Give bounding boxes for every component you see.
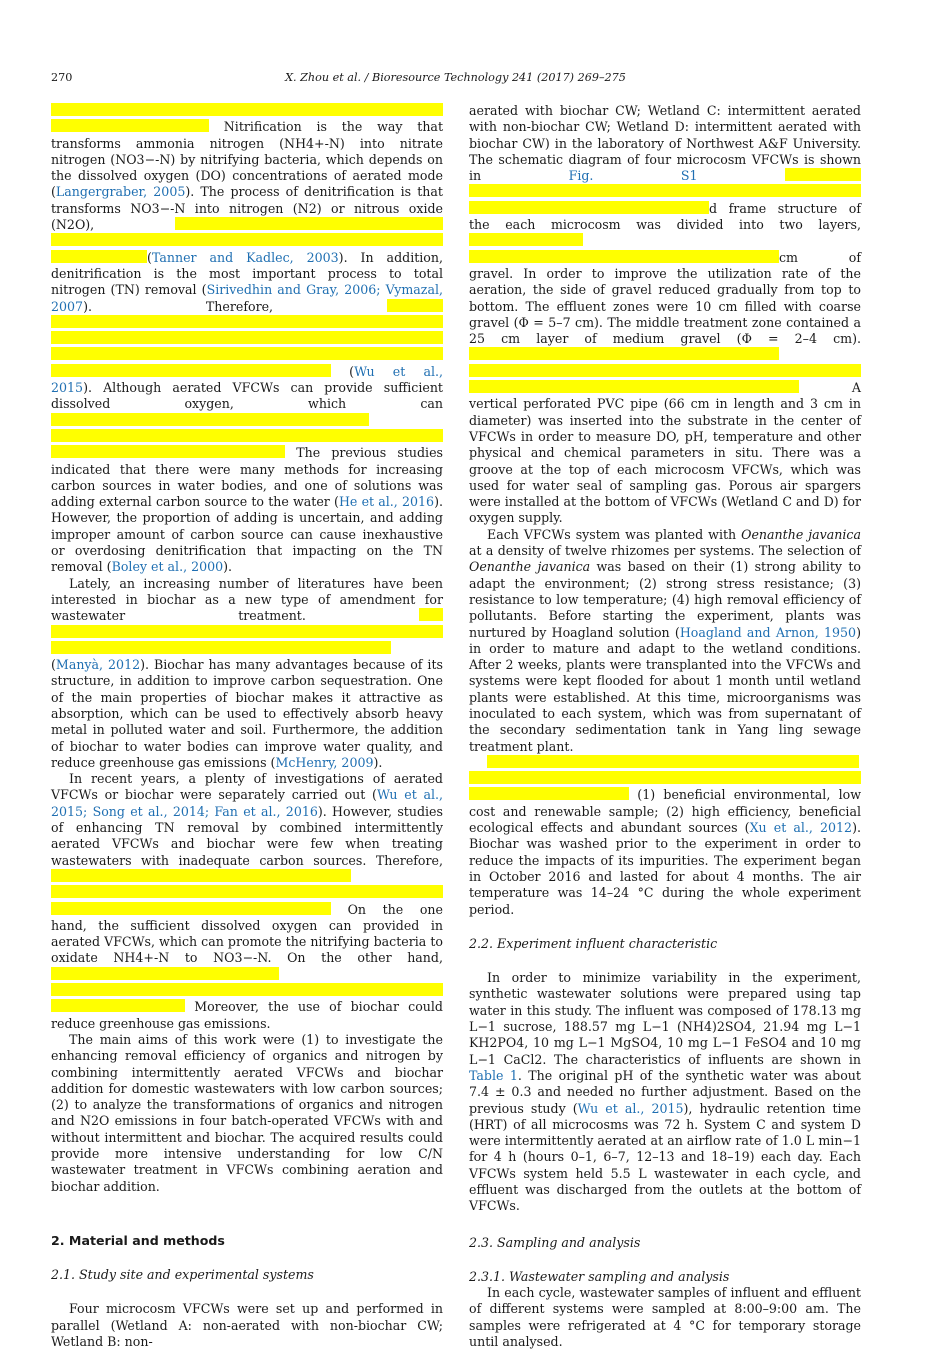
citation-link[interactable]: Manyà, 2012 [55, 657, 141, 673]
paragraph: In order to minimize variability in the experiment, synthetic wastewater solutions were prepared using tap water in this study. The influent was composed of 178.13 mg L−1 sucrose, 188.57 mg L−1 (NH4)2SO4, 21.94 mg L−1 KH2PO4, 10 mg L−1 MgSO4, 10 mg L−1 FeSO4 and 10 mg L−1 CaCl2. The characteristics of influents are shown in Table 1. The original pH of the synthetic water was about 7.4 ± 0.3 and needed no further adjustment. Based on the previous study (Wu et al., 2015), hydraulic retention time (HRT) of all microcosms was 72 h. System C and system D were intermittently aerated at an airflow rate of 1.0 L min−1 for 4 h (hours 0–1, 6–7, 12–13 and 18–19) each day. Each VFCWs system held 5.5 L wastewater in each cycle, and effluent was discharged from the outlets at the bottom of VFCWs. [469, 970, 861, 1214]
running-head: X. Zhou et al. / Bioresource Technology 241 (2017) 269–275 [285, 71, 626, 84]
page-number: 270 [51, 71, 73, 84]
paragraph: In each cycle, wastewater samples of influent and effluent of different systems were sampled at 8:00–9:00 am. The samples were refrigerated at 4 °C for temporary storage until analysed. [469, 1285, 861, 1350]
subsection-heading: 2.3. Sampling and analysis [469, 1234, 641, 1250]
citation-link[interactable]: Wu et al., 2015 [51, 363, 443, 396]
paragraph: Each VFCWs system was planted with Oenanthe javanica at a density of twelve rhizomes per systems. The selection of Oenanthe javanica was based on their (1) strong ability to adapt the environment; (2) strong stress resistance; (3) resistance to low temperature; (4) high removal efficiency of pollutants. Before starting the experiment, plants was nurtured by Hoagland solution (Hoagland and Arnon, 1950) in order to mature and adapt to the wetland conditions. After 2 weeks, plants were transplanted into the VFCWs and systems were kept flooded for about 1 month until wetland plants were established. At this time, microorganisms was inoculated to each system, which was from supernatant of the secondary sedimentation tank in Yang ling sewage treatment plant. [469, 526, 861, 754]
highlight-redaction [487, 755, 859, 768]
citation-link[interactable]: He et al., 2016 [338, 494, 435, 510]
paragraph: Four microcosm VFCWs were set up and performed in parallel (Wetland A: non-aerated with non-biochar CW; Wetland B: non- [51, 1301, 443, 1350]
section-heading: 2. Material and methods [51, 1232, 225, 1248]
highlight-redaction [51, 250, 147, 263]
paragraph: The main aims of this work were (1) to investigate the enhancing removal efficiency of organics and nitrogen by combining intermittently aerated VFCWs and biochar addition for domestic wastewaters with low carbon sources; (2) to analyze the transformations of organics and nitrogen and N2O emissions in four batch-operated VFCWs with and without intermittent and biochar. The acquired results could provide more intensive understanding for low C/N wastewater treatment in VFCWs combining aeration and biochar addition. [51, 1031, 443, 1194]
highlight-redaction [469, 250, 779, 263]
citation-link[interactable]: Tanner and Kadlec, 2003 [151, 249, 339, 265]
highlight-redaction [469, 184, 861, 197]
highlight-redaction [51, 103, 443, 116]
figure-link[interactable]: Fig. S1 [568, 168, 698, 184]
paragraph: In recent years, a plenty of investigations of aerated VFCWs or biochar were separately carried out (Wu et al., 2015; Song et al., 2014; Fan et al., 2016). However, studies of enhancing TN removal by combined intermittently aerated VFCWs and biochar were few when treating wastewaters with inadequate carbon sources. Therefore, On the one hand, the sufficient dissolved oxygen can provided in aerated VFCWs, which can promote the nitrifying bacteria to oxidate NH4+-N to NO3−-N. On the other hand, Moreover, the use of biochar could reduce greenhouse gas emissions. [51, 771, 443, 1031]
highlight-redaction [51, 999, 185, 1012]
highlight-redaction [51, 119, 209, 132]
left-column [51, 103, 443, 1350]
right-column [469, 103, 861, 1350]
subsection-heading: 2.1. Study site and experimental systems [51, 1267, 314, 1283]
running-header [51, 70, 860, 86]
citation-link[interactable]: Hoagland and Arnon, 1950 [679, 624, 857, 640]
highlight-redaction [51, 233, 443, 246]
subsubsection-heading: 2.3.1. Wastewater sampling and analysis [469, 1268, 730, 1284]
citation-link[interactable]: Wu et al., 2015; Song et al., 2014; Fan et al., 2016 [51, 787, 443, 819]
paragraph: aerated with biochar CW; Wetland C: intermittent aerated with non-biochar CW; Wetland D: intermittent aerated with biochar CW) in the laboratory of Northwest A&F University. The schematic diagram of four microcosm VFCWs is shown in Fig. S1 d frame structure of the each microcosm was divided into two layers, cm of gravel. In order to improve the utilization rate of the aeration, the side of gravel reduced gradually from top to bottom. The effluent zones were 10 cm filled with coarse gravel (Φ = 5–7 cm). The middle treatment zone contained a 25 cm layer of medium gravel (Φ = 2–4 cm). A vertical perforated PVC pipe (66 cm in length and 3 cm in diameter) was inserted into the substrate in the center of VFCWs in order to measure DO, pH, temperature and other physical and chemical parameters in situ. There was a groove at the top of each microcosm VFCWs, which was used for water seal of sampling gas. Porous air spargers were installed at the bottom of VFCWs (Wetland C and D) for oxygen supply. [469, 103, 861, 526]
highlight-redaction [469, 771, 861, 784]
highlight-redaction [51, 625, 443, 638]
highlight-redaction [785, 168, 861, 181]
highlight-redaction [469, 787, 629, 800]
highlight-redaction [51, 413, 369, 426]
highlight-redaction [419, 608, 443, 621]
highlight-redaction [51, 641, 391, 654]
citation-link[interactable]: Boley et al., 2000 [111, 559, 224, 575]
citation-link[interactable]: Sirivedhin and Gray, 2006; Vymazal, 2007 [51, 282, 443, 314]
highlight-redaction [175, 217, 443, 230]
highlight-redaction [51, 429, 443, 442]
highlight-redaction [51, 331, 443, 344]
highlight-redaction [469, 201, 709, 214]
highlight-redaction [51, 347, 443, 360]
citation-link[interactable]: Wu et al., 2015 [577, 1100, 684, 1116]
highlight-redaction [469, 380, 799, 393]
highlight-redaction [51, 445, 285, 458]
highlight-redaction [51, 902, 331, 915]
table-link[interactable]: Table 1 [469, 1067, 518, 1083]
highlight-redaction [51, 869, 351, 882]
highlight-redaction [387, 299, 443, 312]
highlight-redaction [51, 983, 443, 996]
subsection-heading: 2.2. Experiment influent characteristic [469, 935, 718, 951]
citation-link[interactable]: Langergraber, 2005 [55, 184, 186, 200]
highlight-redaction [51, 967, 279, 980]
highlight-redaction [469, 233, 583, 246]
citation-link[interactable]: Xu et al., 2012 [749, 820, 853, 836]
highlight-redaction [51, 315, 443, 328]
paragraph: Nitrification is the way that transforms ammonia nitrogen (NH4+-N) into nitrate nitrogen (NO3−-N) by nitrifying bacteria, which depends on the dissolved oxygen (DO) concentrations of aerated mode (Langergraber, 2005). The process of denitrification is that transforms NO3−-N into nitrogen (N2) or nitrous oxide (N2O), (Tanner and Kadlec, 2003). In addition, denitrification is the most important process to total nitrogen (TN) removal (Sirivedhin and Gray, 2006; Vymazal, 2007). Therefore, (Wu et al., 2015). Although aerated VFCWs can provide sufficient dissolved oxygen, which can The previous studies indicated that there were many methods for increasing carbon sources in water bodies, and one of solutions was adding external carbon source to the water (He et al., 2016). However, the proportion of adding is uncertain, and adding improper amount of carbon source can cause inexhaustive or overdosing denitrification that impacting on the TN removal (Boley et al., 2000). [51, 103, 443, 576]
paragraph: Lately, an increasing number of literatures have been interested in biochar as a new type of amendment for wastewater treatment. (Manyà, 2012). Biochar has many advantages because of its structure, in addition to improve carbon sequestration. One of the main properties of biochar makes it attractive as absorption, which can be used to effectively absorb heavy metal in polluted water and soil. Furthermore, the addition of biochar to water bodies can improve water quality, and reduce greenhouse gas emissions (McHenry, 2009). [51, 575, 443, 770]
highlight-redaction [51, 364, 331, 377]
paragraph: (1) beneficial environmental, low cost and renewable sample; (2) high efficiency, beneficial ecological effects and abundant sources (Xu et al., 2012). Biochar was washed prior to the experiment in order to reduce the impacts of its impurities. The experiment began in October 2016 and lasted for about 4 months. The air temperature was 14–24 °C during the whole experiment period. [469, 755, 861, 918]
highlight-redaction [51, 885, 443, 898]
highlight-redaction [469, 347, 779, 360]
citation-link[interactable]: McHenry, 2009 [275, 754, 374, 770]
highlight-redaction [469, 364, 861, 377]
